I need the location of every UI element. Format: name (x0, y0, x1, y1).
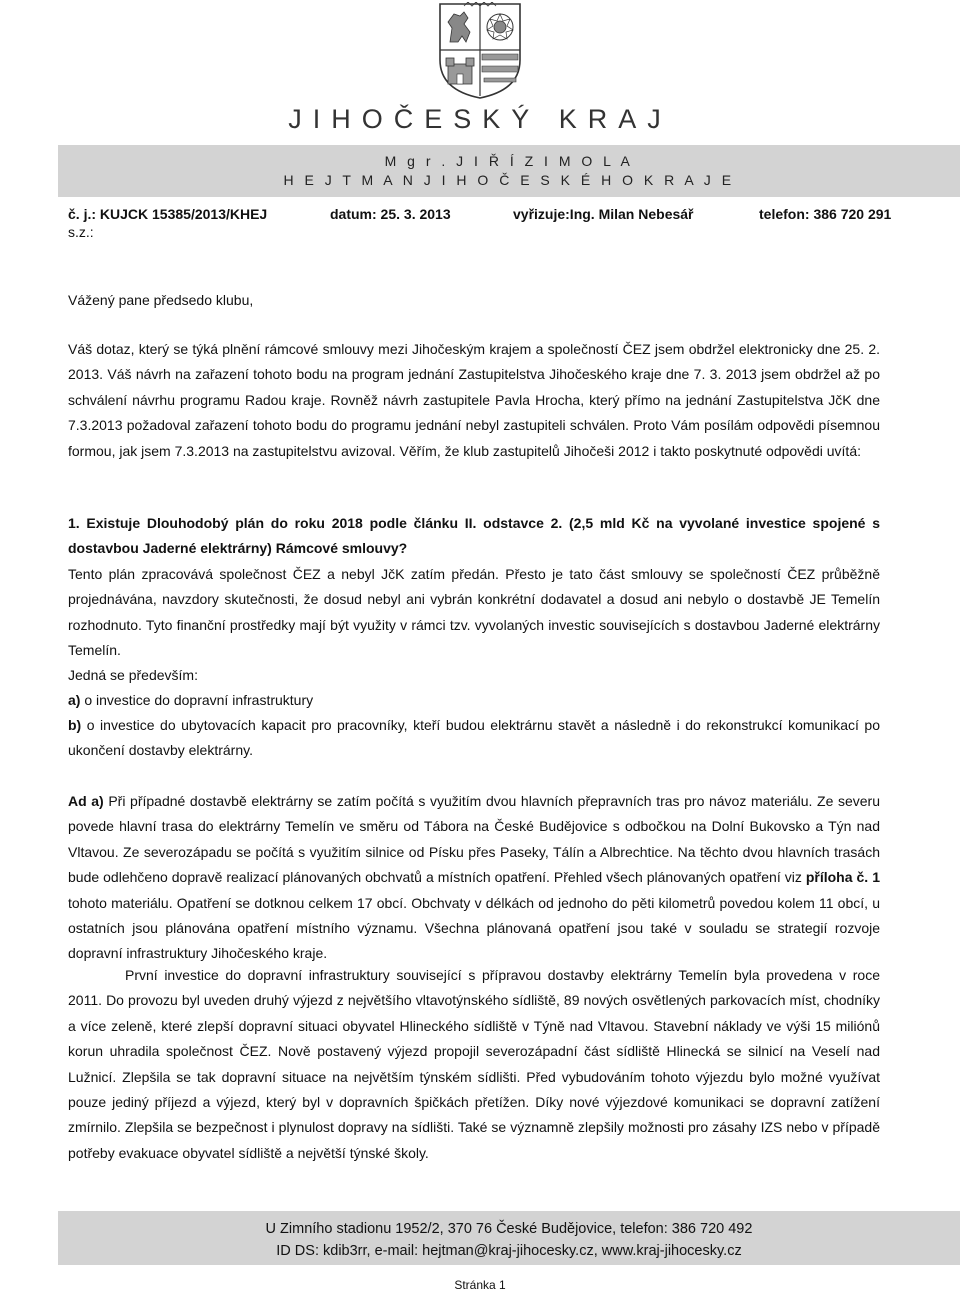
letter-date: datum: 25. 3. 2013 (330, 206, 451, 222)
question-1-text: 1. Existuje Dlouhodobý plán do roku 2018 podle článku II. odstavce 2. (2,5 mld Kč na vyvolané investice spojené s dostavbou Jaderné elektrárny) Rámcové smlouvy? (68, 515, 880, 557)
ad-a-attachment: příloha č. 1 (805, 869, 880, 886)
footer-contact: ID DS: kdib3rr, e-mail: hejtman@kraj-jihocesky.cz, www.kraj-jihocesky.cz (276, 1243, 742, 1259)
sz-label: s.z.: (68, 224, 94, 240)
list-item-b-text: o investice do ubytovacích kapacit pro pracovníky, kteří budou elektrárnu stavět a následně i do rekonstrukcí komunikací po ukončení dostavby elektrárny. (68, 717, 880, 759)
question-1 (68, 511, 880, 562)
reference-number: č. j.: KUJCK 15385/2013/KHEJ (68, 206, 268, 222)
footer-band (58, 1211, 960, 1265)
investment-rest: 2011. Do provozu byl uveden druhý výjezd z největšího vltavotýnského sídliště, 89 nových osvětlených parkovacích míst, chodníky a více zeleně, které zlepší dopravní situaci obyvatel Hlineckého sídliště v Týně nad Vltavou. Stavební náklady ve výši 15 miliónů korun uhradila společnost ČEZ. Nově postavený výjezd propojil severozápadní část sídliště Hlinecká se silnicí na Veselí nad Lužnicí. Zlepšila se tak dopravní situace na největším týnském sídlišti. Před vybudováním tohoto výjezdu bylo možné využívat pouze jediný příjezd a výjezd, který byl v dopravních špičkách přetížen. Díky nové výjezdové komunikaci se dopravní zatížení zmírnilo. Zlepšila se bezpečnost i plynulost dopravy na sídlišti. Také se významně zlepšily možnosti pro zásahy IZS nebo v případě potřeby evakuace obyvatel sídliště a největší týnské školy. (68, 992, 880, 1161)
list-item-a-text: o investice do dopravní infrastruktury (80, 692, 314, 708)
answer-paragraph: Tento plán zpracovává společnost ČEZ a nebyl JčK zatím předán. Přesto je tato část smlouvy se společností ČEZ průběžně projednávána, navzdory skutečnosti, že dosud nebyl ani vybrán konkrétní dodavatel a dosud ani nebylo o dostavbě JE Temelín rozhodnuto. Tyto finanční prostředky mají být využity v rámci tzv. vyvolaných investic souvisejících s dostavbou Jaderné elektrárny Temelín. (68, 566, 880, 659)
ad-a-text-1: Při případné dostavbě elektrárny se zatím počítá s využitím dvou hlavních přepravních tras pro návoz materiálu. Ze severu povede hlavní trasa do elektrárny Temelín ve směru od Tábora na České Budějovice s odbočkou na Dolní Bukovsko a Týn nad Vltavou. Ze severozápadu se počítá s využitím silnice od Písku přes Paseky, Tálín a Albrechtice. Na těchto dvou hlavních trasách bude odlehčeno dopravě realizací plánovaných obchvatů a místních opatření. Přehled všech plánovaných opatření viz (68, 793, 880, 886)
intro-paragraph: Váš dotaz, který se týká plnění rámcové smlouvy mezi Jihočeským krajem a společností ČEZ jsem obdržel elektronicky dne 25. 2. 2013. Váš návrh na zařazení tohoto bodu na program jednání Zastupitelstva Jihočeského kraje dne 7. 3. 2013 jsem obdržel až po schválení návrhu programu Radou kraje. Rovněž návrh zastupitele Pavla Hrocha, který přímo na jednání Zastupitelstva JčK dne 7.3.2013 požadoval zařazení tohoto bodu do programu jednání nebyl zastupiteli schválen. Proto Vám posílám odpovědi písemnou formou, jak jsem 7.3.2013 na zastupitelstvu avizoval. Věřím, že klub zastupitelů Jihočeši 2012 i takto poskytnuté odpovědi uvítá: (68, 341, 880, 459)
phone: telefon: 386 720 291 (759, 206, 892, 222)
ad-a-text-2: tohoto materiálu. Opatření se dotknou celkem 17 obcí. Obchvaty v délkách od jednoho do pěti kilometrů povedou kolem 11 obcí, u ostatních jsou plánována opatření místního významu. Všechna plánovaná opatření jsou také v souladu se strategií rozvoje dopravní infrastruktury Jihočeského kraje. (68, 894, 880, 962)
list-intro: Jedná se především: (68, 667, 198, 683)
header-band (58, 145, 960, 197)
page-number: Stránka 1 (454, 1278, 506, 1292)
official-title: H E J T M A N J I H O Č E S K É H O K R A J E (283, 172, 735, 188)
list-item-b-label: b) (68, 717, 82, 733)
footer-address: U Zimního stadionu 1952/2, 370 76 České Budějovice, telefon: 386 720 492 (265, 1221, 753, 1237)
list-item-a (68, 688, 880, 713)
ad-a-label: Ad a) (68, 793, 104, 809)
coat-of-arms-logo (438, 2, 522, 100)
investment-paragraph (68, 963, 880, 1166)
investment-first-line: První investice do dopravní infrastruktury související s přípravou dostavby elektrárny Temelín byla provedena v roce (125, 967, 880, 983)
handler: vyřizuje:Ing. Milan Nebesář (513, 206, 694, 222)
ad-a-paragraph (68, 789, 880, 967)
region-name: JIHOČESKÝ KRAJ (288, 104, 672, 134)
list-item-b (68, 713, 880, 764)
list-item-a-label: a) (68, 692, 81, 708)
salutation: Vážený pane předsedo klubu, (68, 292, 254, 308)
official-name: M g r . J I Ř Í Z I M O L A (384, 153, 634, 169)
